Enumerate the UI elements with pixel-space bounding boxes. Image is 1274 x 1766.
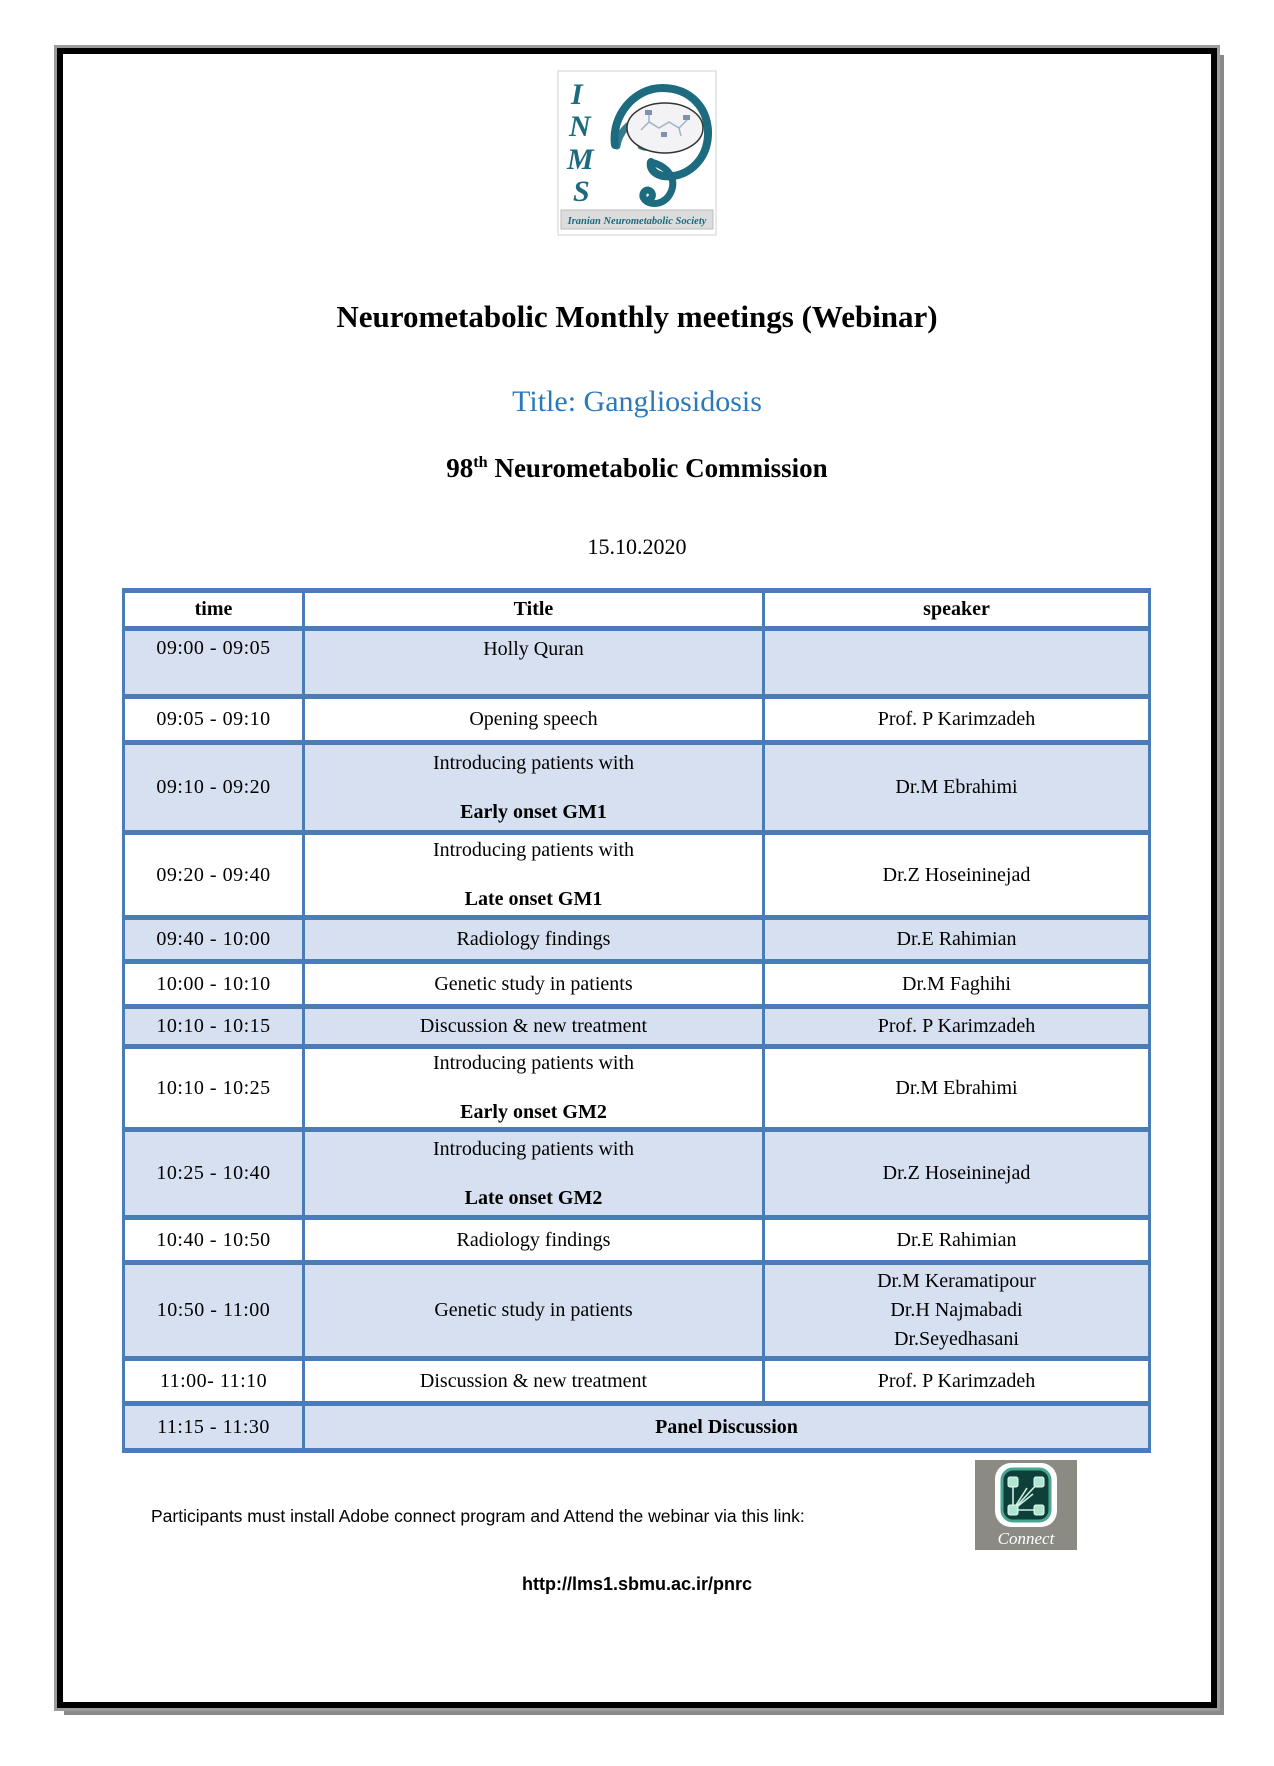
column-header-time: time xyxy=(124,591,304,629)
main-title: Neurometabolic Monthly meetings (Webinar) xyxy=(336,299,938,334)
title-line: Late onset GM1 xyxy=(464,888,603,910)
table-row xyxy=(124,1047,1150,1130)
logo-container xyxy=(63,54,1211,241)
time-cell: 09:05 - 09:10 xyxy=(124,697,304,743)
title-line: Genetic study in patients xyxy=(434,1299,633,1321)
title-line: Early onset GM1 xyxy=(460,800,607,823)
column-header-speaker: speaker xyxy=(764,591,1150,629)
table-row xyxy=(124,1263,1150,1359)
title-cell xyxy=(304,833,764,918)
title-line: Late onset GM2 xyxy=(464,1186,603,1209)
speaker-cell xyxy=(764,697,1150,743)
schedule-table xyxy=(122,588,1151,1453)
table-row xyxy=(124,743,1150,833)
speaker-cell xyxy=(764,833,1150,918)
speaker-cell xyxy=(764,918,1150,962)
logo-letter-m: M xyxy=(567,143,594,176)
table-row xyxy=(124,833,1150,918)
time-cell: 09:10 - 09:20 xyxy=(124,743,304,833)
title-line: Discussion & new treatment xyxy=(419,1015,648,1037)
table-row xyxy=(124,1007,1150,1047)
title-cell xyxy=(304,918,764,962)
logo-letter-n: N xyxy=(569,110,591,143)
title-line: Early onset GM2 xyxy=(460,1101,607,1123)
table-row xyxy=(124,918,1150,962)
title-line: Genetic study in patients xyxy=(434,972,633,995)
title-line: Radiology findings xyxy=(456,1228,611,1251)
speaker-cell xyxy=(764,1007,1150,1047)
title-cell xyxy=(304,1359,764,1404)
webinar-link[interactable]: http://lms1.sbmu.ac.ir/pnrc xyxy=(521,1574,753,1594)
title-cell xyxy=(304,1130,764,1218)
title-cell xyxy=(304,1263,764,1359)
speaker-name: Prof. P Karimzadeh xyxy=(877,1369,1036,1392)
speaker-name: Dr.M Ebrahimi xyxy=(895,776,1018,798)
commission-title xyxy=(63,453,1211,484)
commission-rest: Neurometabolic Commission xyxy=(487,453,828,483)
logo-letter-i: I xyxy=(571,78,583,111)
table-row xyxy=(124,962,1150,1007)
table-row xyxy=(124,697,1150,743)
time-cell: 09:00 - 09:05 xyxy=(124,629,304,697)
speaker-cell xyxy=(764,743,1150,833)
time-cell: 10:25 - 10:40 xyxy=(124,1130,304,1218)
speaker-name: Dr.M Faghihi xyxy=(902,972,1011,995)
adobe-connect-icon[interactable] xyxy=(975,1460,1077,1550)
schedule-table-body xyxy=(124,629,1150,1451)
speaker-name: Dr.Z Hoseininejad xyxy=(882,863,1031,886)
column-header-title: Title xyxy=(304,591,764,629)
title-cell xyxy=(304,697,764,743)
title-line: Holly Quran xyxy=(483,638,584,660)
speaker-cell xyxy=(764,629,1150,697)
commission-ordinal: th xyxy=(473,453,488,471)
time-cell: 10:40 - 10:50 xyxy=(124,1218,304,1263)
inms-society-logo-icon xyxy=(557,70,717,236)
speaker-name: Dr.M Ebrahimi xyxy=(895,1076,1018,1099)
speaker-name: Dr.H Najmabadi xyxy=(890,1299,1023,1321)
title-cell xyxy=(304,743,764,833)
title-line: Opening speech xyxy=(469,708,598,730)
logo-letter-s: S xyxy=(573,175,590,208)
table-row xyxy=(124,1218,1150,1263)
title-line: Introducing patients with xyxy=(432,1052,635,1074)
title-cell xyxy=(304,962,764,1007)
speaker-cell xyxy=(764,1263,1150,1359)
time-cell: 10:00 - 10:10 xyxy=(124,962,304,1007)
title-line: Introducing patients with xyxy=(432,839,635,861)
time-cell: 09:40 - 10:00 xyxy=(124,918,304,962)
time-cell: 10:50 - 11:00 xyxy=(124,1263,304,1359)
install-note: Participants must install Adobe connect program and Attend the webinar via this link: xyxy=(151,1506,805,1526)
time-cell: 09:20 - 09:40 xyxy=(124,833,304,918)
speaker-cell xyxy=(764,1218,1150,1263)
panel-discussion-cell: Panel Discussion xyxy=(304,1404,1150,1451)
speaker-cell xyxy=(764,1047,1150,1130)
title-line: Introducing patients with xyxy=(432,751,635,774)
time-cell: 10:10 - 10:15 xyxy=(124,1007,304,1047)
speaker-cell xyxy=(764,1130,1150,1218)
molecule-icon xyxy=(627,103,703,153)
table-header-row xyxy=(124,591,1150,629)
table-row xyxy=(124,1130,1150,1218)
title-line: Discussion & new treatment xyxy=(419,1369,648,1392)
title-cell xyxy=(304,629,764,697)
meeting-date: 15.10.2020 xyxy=(587,534,687,559)
title-line: Introducing patients with xyxy=(432,1137,635,1160)
title-cell xyxy=(304,1218,764,1263)
time-cell: 11:15 - 11:30 xyxy=(124,1404,304,1451)
speaker-name: Prof. P Karimzadeh xyxy=(877,1015,1036,1037)
title-line: Radiology findings xyxy=(456,928,611,950)
speaker-cell xyxy=(764,1359,1150,1404)
speaker-name: Prof. P Karimzadeh xyxy=(877,708,1036,730)
table-row xyxy=(124,629,1150,697)
commission-number: 98 xyxy=(446,453,474,483)
connect-icon-label: Connect xyxy=(997,1529,1055,1548)
document-page xyxy=(57,48,1217,1708)
speaker-name: Dr.Seyedhasani xyxy=(894,1328,1019,1350)
topic-title: Title: Gangliosidosis xyxy=(512,385,762,418)
logo-society-name: Iranian Neurometabolic Society xyxy=(567,216,707,227)
speaker-name: Dr.Z Hoseininejad xyxy=(882,1162,1031,1184)
table-row xyxy=(124,1359,1150,1404)
speaker-name: Dr.E Rahimian xyxy=(896,1228,1017,1251)
time-cell: 11:00- 11:10 xyxy=(124,1359,304,1404)
title-cell xyxy=(304,1047,764,1130)
speaker-name: Dr.E Rahimian xyxy=(896,928,1017,950)
title-cell xyxy=(304,1007,764,1047)
speaker-cell xyxy=(764,962,1150,1007)
table-row xyxy=(124,1404,1150,1451)
speaker-name: Dr.M Keramatipour xyxy=(877,1270,1036,1292)
time-cell: 10:10 - 10:25 xyxy=(124,1047,304,1130)
